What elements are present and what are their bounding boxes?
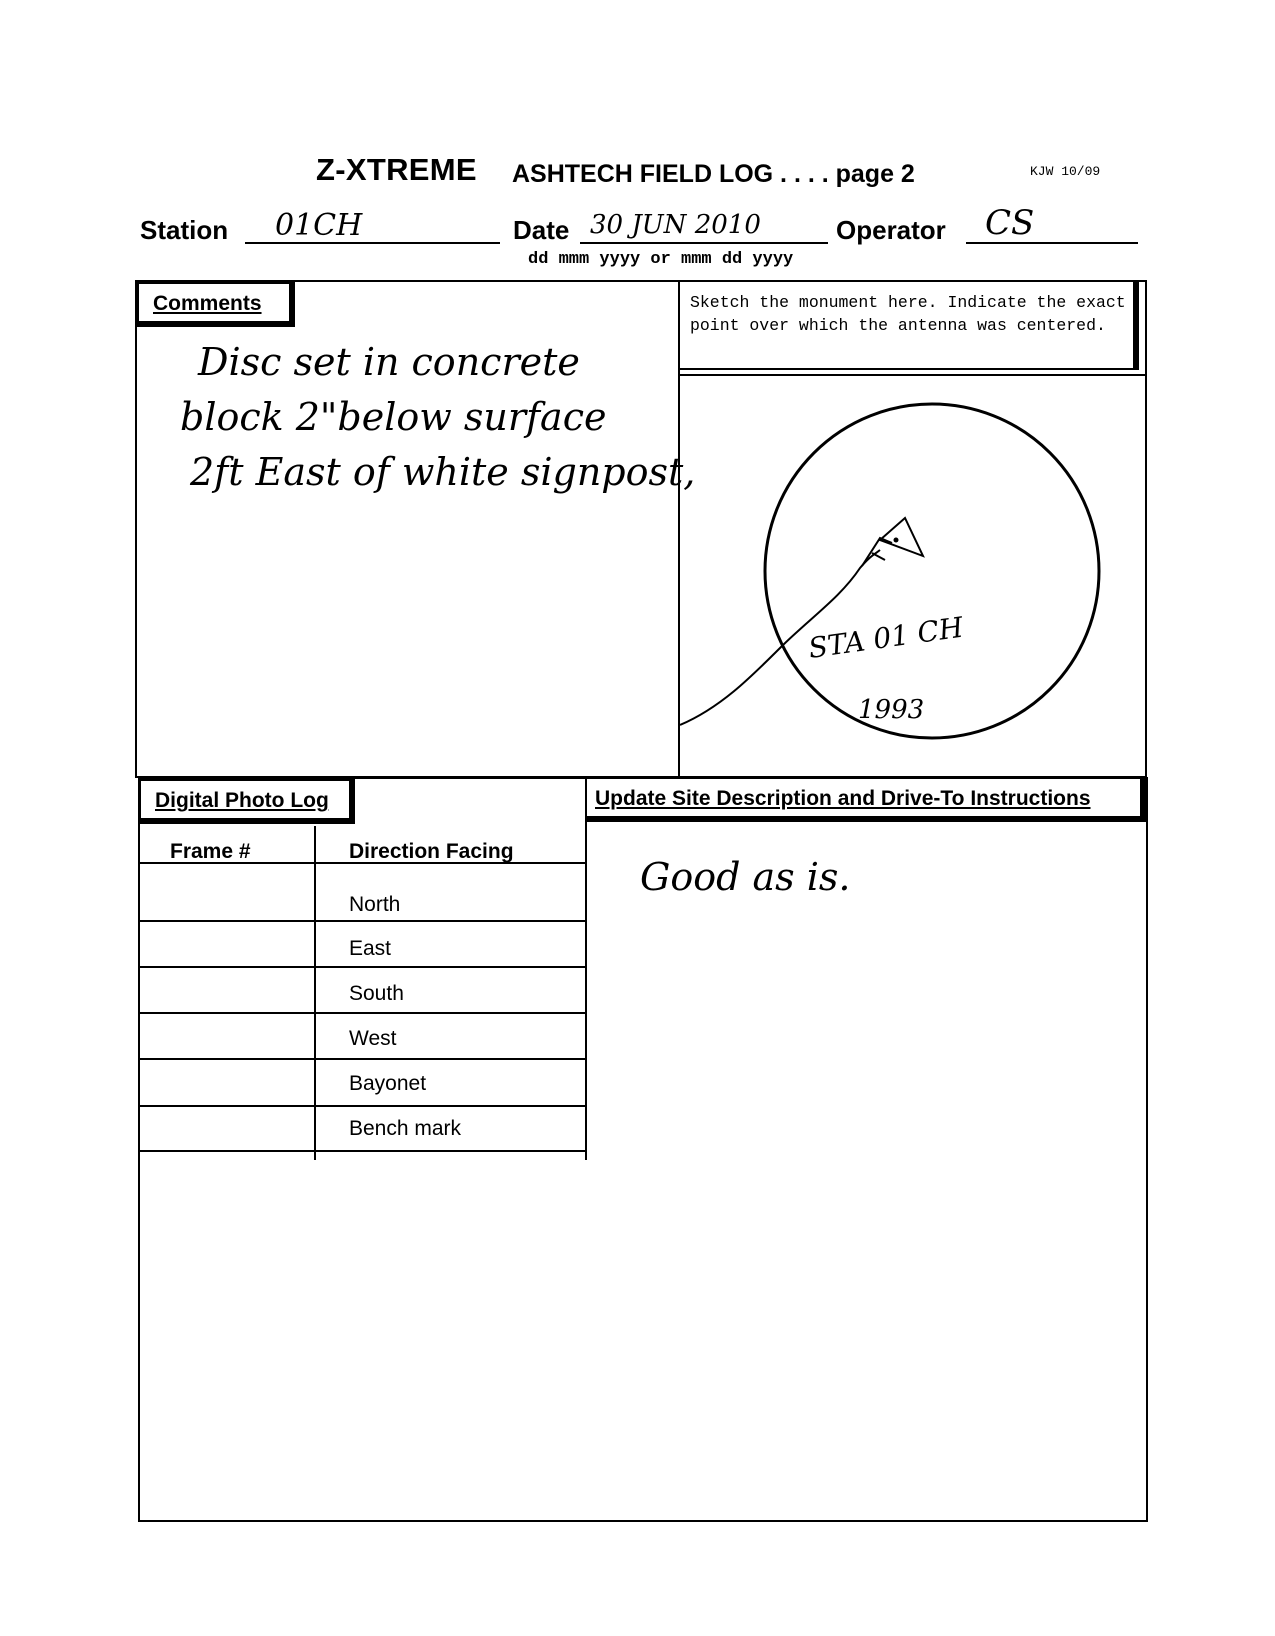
- table-rule: [138, 1150, 587, 1152]
- comments-text[interactable]: [180, 335, 695, 500]
- comments-line: block 2"below surface: [180, 395, 607, 439]
- date-value[interactable]: 30 JUN 2010: [590, 210, 761, 240]
- sketch-instructions: Sketch the monument here. Indicate the exact point over which the antenna was centered.: [690, 293, 1126, 335]
- operator-label: Operator: [836, 215, 946, 245]
- photo-log-title: Digital Photo Log: [139, 779, 355, 824]
- monument-disc-outline: [765, 404, 1099, 738]
- table-row: [349, 1027, 396, 1051]
- monument-stamp-year: 1993: [858, 695, 925, 725]
- table-row: [349, 1072, 426, 1096]
- table-rule: [138, 862, 587, 864]
- direction-cell: Bench mark: [349, 1117, 462, 1140]
- update-site-divider: [585, 820, 587, 1160]
- form-brand-title: Z-XTREME: [316, 152, 477, 187]
- table-rule: [138, 1105, 587, 1107]
- direction-cell: West: [349, 1027, 397, 1050]
- direction-cell: North: [349, 893, 401, 916]
- table-row: [349, 937, 391, 961]
- update-site-note[interactable]: Good as is.: [640, 855, 851, 899]
- photo-log-column-divider: [314, 826, 316, 1160]
- direction-cell: South: [349, 982, 404, 1005]
- table-row: [349, 893, 400, 917]
- monument-stamp-text: STA 01 CH: [806, 610, 966, 665]
- table-row: [349, 1117, 461, 1141]
- monument-sketch[interactable]: [680, 378, 1145, 776]
- table-rule: [138, 920, 587, 922]
- sketch-instructions-box: [680, 282, 1139, 370]
- form-code: KJW 10/09: [1030, 164, 1101, 179]
- sketch-instructions-rule: [680, 374, 1145, 376]
- table-rule: [138, 1012, 587, 1014]
- column-header-frame: Frame #: [170, 840, 251, 863]
- direction-cell: East: [349, 937, 392, 960]
- comments-line: Disc set in concrete: [198, 340, 580, 384]
- table-rule: [138, 966, 587, 968]
- monument-triangle: [880, 518, 923, 556]
- station-value[interactable]: 01CH: [275, 208, 363, 243]
- antenna-center-dot: [894, 538, 899, 543]
- operator-value[interactable]: CS: [985, 203, 1035, 243]
- date-underline: [580, 242, 828, 244]
- date-format-hint: dd mmm yyyy or mmm dd yyyy: [528, 250, 794, 269]
- update-site-title: Update Site Description and Drive-To Instructions: [585, 779, 1146, 822]
- table-row: [349, 982, 404, 1006]
- date-label: Date: [513, 215, 570, 245]
- comments-line: 2ft East of white signpost,: [190, 450, 696, 494]
- direction-cell: Bayonet: [349, 1072, 427, 1095]
- station-label: Station: [140, 215, 229, 245]
- column-header-direction: Direction Facing: [349, 840, 514, 863]
- table-rule: [138, 1058, 587, 1060]
- form-title: ASHTECH FIELD LOG . . . . page 2: [512, 160, 915, 188]
- comments-title: Comments: [137, 282, 295, 327]
